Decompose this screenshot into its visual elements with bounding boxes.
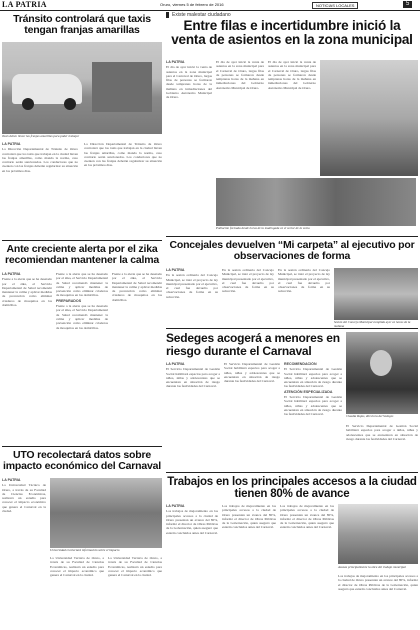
zika-body-col1 <box>2 272 52 442</box>
uto-text-cont2: La Universidad Técnica de Oruro, a través de su Facultad de Ciencias Económicas, realizará un estudio para conocer el impacto económico que genera el Carnaval en la ciudad. <box>108 556 162 578</box>
uto-body-col1 <box>2 478 46 628</box>
taxi-photo <box>2 42 162 134</box>
zika-headline: Ante creciente alerta por el zika recomiendan mantener la calma <box>4 243 160 267</box>
sedeges-text-cont3: El Servicio Departamental de Gestión Social habilitará espacios para acoger a niños, niñas y adolescentes que se encuentren en situación de riesgo durante las festividades del Carnaval. <box>284 395 342 417</box>
trabajos-tag: LA PATRIA <box>166 504 185 508</box>
taxi-body-col1 <box>2 142 78 234</box>
uto-photo <box>50 478 162 548</box>
concejales-caption: Sesión del Concejo Municipal cumplida ayer en horas de la mañana <box>334 320 411 328</box>
ventas-photo-crowd <box>320 60 418 176</box>
sedeges-text-cont4: El Servicio Departamental de Gestión Social habilitará espacios para acoger a niños, niñas y adolescentes que se encuentren en situación de riesgo durante las festividades del Carnaval. <box>346 424 418 441</box>
sedeges-text: El Servicio Departamental de Gestión Social habilitará espacios para acoger a niños, niñas y adolescentes que se encuentren en situación de riesgo durante las festividades del Carnaval. <box>166 367 220 389</box>
zika-body-col2 <box>56 272 108 442</box>
ventas-caption: Población formada desde horas de la madrugada en el sector de la venta <box>216 226 310 230</box>
trabajos-text-cont2: Los trabajos de mejoramiento en los principales accesos a la ciudad de Oruro presentan un avance del 80%, informó el director de Obras Públicas de la Gobernación, quien aseguró que estarán concluidos antes del Carnaval. <box>280 504 334 530</box>
trabajos-text: Los trabajos de mejoramiento en los principales accesos a la ciudad de Oruro presentan un avance del 80%, informó el director de Obras Públicas de la Gobernación, quien aseguró que estarán concluidos antes del Carnaval. <box>166 509 218 535</box>
concejales-body-col1 <box>166 268 218 318</box>
concejales-text-cont2: En la sesión ordinaria del Concejo Municipal, se trató el proyecto de ley municipal presentado por el ejecutivo, el cual fue devuelto por observaciones de forma en su redacción. <box>278 268 330 294</box>
sedeges-subhead-2: ATENCIÓN ESPECIALIZADA <box>284 389 333 394</box>
trabajos-text-cont: Los trabajos de mejoramiento en los principales accesos a la ciudad de Oruro presentan un avance del 80%, informó el director de Obras Públicas de la Gobernación, quien aseguró que estarán concluidos antes del Carnaval. <box>222 504 276 530</box>
zika-text-cont2: Frente a la alerta que se ha desatado por el zika, el Servicio Departamental de Salud recomendó mantener la calma y aplicar medidas de prevención como eliminar criaderos de mosquitos en los domicilios. <box>56 304 108 330</box>
ventas-body-col1 <box>166 60 212 235</box>
ventas-body-col3 <box>268 60 316 175</box>
car-wheel <box>22 98 34 110</box>
trabajos-caption: Avanza principalmente la obra del trabajo municipal <box>338 565 406 569</box>
trabajos-headline: Trabajos en los principales accesos a la ciudad tienen 80% de avance <box>167 476 417 501</box>
trabajos-body-col4 <box>338 574 418 628</box>
sedeges-body-col3 <box>284 362 342 470</box>
taxi-body-col2 <box>84 142 162 234</box>
taxi-text: La Dirección Departamental de Tránsito de Oruro controlará que los taxis que trabajan en la ciudad lleven las franjas amarillas, como manda la norma, caso contrario serán sancionados. Los conductores que no cuenten con las franjas deberán regularizar su situación en los próximos días. <box>2 147 78 173</box>
zika-text: Frente a la alerta que se ha desatado por el zika, el Servicio Departamental de Salud recomendó mantener la calma y aplicar medidas de prevención como eliminar criaderos de mosquitos en los domicilios. <box>2 277 52 308</box>
zika-subhead: PREPARADOS <box>56 298 82 303</box>
concejales-text-cont: En la sesión ordinaria del Concejo Municipal, se trató el proyecto de ley municipal presentado por el ejecutivo, el cual fue devuelto por observaciones de forma en su redacción. <box>222 268 274 294</box>
uto-tag: LA PATRIA <box>2 478 21 482</box>
divider <box>2 240 162 241</box>
zika-tag: LA PATRIA <box>2 272 21 276</box>
sedeges-body-col4 <box>346 424 418 470</box>
taxi-text-cont: La Dirección Departamental de Tránsito de Oruro controlará que los taxis que trabajan en la ciudad lleven las franjas amarillas, como manda la norma, caso contrario serán sancionados. Los conductores que no cuenten con las franjas deberán regularizar su situación en los próximos días. <box>84 142 162 168</box>
trabajos-text-cont3: Los trabajos de mejoramiento en los principales accesos a la ciudad de Oruro presentan un avance del 80%, informó el director de Obras Públicas de la Gobernación, quien aseguró que estarán concluidos antes del Carnaval. <box>338 574 418 591</box>
taxi-headline: Tránsito controlará que taxis tengan franjas amarillas <box>13 13 151 37</box>
zika-text-cont3: Frente a la alerta que se ha desatado por el zika, el Servicio Departamental de Salud recomendó mantener la calma y aplicar medidas de prevención como eliminar criaderos de mosquitos en los domicilios. <box>112 272 162 302</box>
issue-date: Oruro, viernes 5 de febrero de 2016 <box>160 2 224 7</box>
background-building <box>92 62 152 112</box>
uto-body-col3 <box>108 556 162 628</box>
ventas-body-col2 <box>216 60 264 175</box>
ventas-tag: LA PATRIA <box>166 60 185 64</box>
ventas-text-cont: El día de ayer inició la venta de asientos en la zona municipal para el Carnaval de Oruro, largas filas de personas se formaron desde tempranas horas de la mañana en inmediaciones del Gobierno Autónomo Municipal de Oruro. <box>216 60 264 90</box>
divider <box>166 236 418 237</box>
taxi-tag: LA PATRIA <box>2 142 21 146</box>
concejales-body-col2 <box>222 268 274 318</box>
concejales-photo <box>334 268 418 320</box>
concejales-headline: Concejales devuelven “Mi carpeta” al ejecutivo por observaciones de forma <box>169 239 415 263</box>
ventas-photo-queue <box>216 178 416 226</box>
sedeges-caption: Claudia Rojas, directora del Sedeges <box>346 414 394 418</box>
sedeges-text-cont: El Servicio Departamental de Gestión Social habilitará espacios para acoger a niños, niñas y adolescentes que se encuentren en situación de riesgo durante las festividades del Carnaval. <box>224 362 280 384</box>
taxi-caption: Taxis deben llevar las franjas amarillas para poder trabajar <box>2 134 80 138</box>
sedeges-body-col1 <box>166 362 220 470</box>
sedeges-tag: LA PATRIA <box>166 362 185 366</box>
ventas-text: El día de ayer inició la venta de asientos en la zona municipal para el Carnaval de Oruro, largas filas de personas se formaron desde tempranas horas de la mañana en inmediaciones del Gobierno Autónomo Municipal de Oruro. <box>166 65 212 100</box>
trabajos-body-col3 <box>280 504 334 628</box>
ventas-headline: Entre filas e incertidumbre inició la venta de asientos en la zona municipal <box>171 18 413 48</box>
zika-text-cont: Frente a la alerta que se ha desatado por el zika, el Servicio Departamental de Salud recomendó mantener la calma y aplicar medidas de prevención como eliminar criaderos de mosquitos en los domicilios. <box>56 272 108 298</box>
concejales-text: En la sesión ordinaria del Concejo Municipal, se trató el proyecto de ley municipal presentado por el ejecutivo, el cual fue devuelto por observaciones de forma en su redacción. <box>166 273 218 299</box>
divider <box>166 328 418 329</box>
uto-headline: UTO recolectará datos sobre impacto económico del Carnaval <box>3 449 161 473</box>
trabajos-body-col1 <box>166 504 218 628</box>
sedeges-text-cont2: El Servicio Departamental de Gestión Social habilitará espacios para acoger a niños, niñas y adolescentes que se encuentren en situación de riesgo durante las festividades del Carnaval. <box>284 367 342 389</box>
concejales-body-col3 <box>278 268 330 318</box>
newspaper-logo: LA PATRIA <box>2 0 47 9</box>
uto-caption: Universidad recolectará información sobre el impacto <box>50 548 120 552</box>
car-wheel <box>64 98 76 110</box>
sedeges-photo <box>346 332 418 414</box>
concejales-tag: LA PATRIA <box>166 268 185 272</box>
portrait-head <box>370 350 392 376</box>
zika-body-col3 <box>112 272 162 442</box>
trabajos-body-col2 <box>222 504 276 628</box>
uto-text-cont: La Universidad Técnica de Oruro, a través de su Facultad de Ciencias Económicas, realizará un estudio para conocer el impacto económico que genera el Carnaval en la ciudad. <box>50 556 104 578</box>
sedeges-subhead-1: RECOMENDACIÓN <box>284 362 317 366</box>
divider <box>2 446 162 447</box>
ventas-text-cont2: El día de ayer inició la venta de asientos en la zona municipal para el Carnaval de Oruro, largas filas de personas se formaron desde tempranas horas de la mañana en inmediaciones del Gobierno Autónomo Municipal de Oruro. <box>268 60 316 90</box>
trabajos-photo <box>338 504 418 564</box>
sedeges-headline: Sedeges acogerá a menores en riesgo durante el Carnaval <box>166 331 340 358</box>
uto-body-col2 <box>50 556 104 628</box>
page-number: 5 <box>403 1 412 8</box>
uto-text: La Universidad Técnica de Oruro, a través de su Facultad de Ciencias Económicas, realizará un estudio para conocer el impacto económico que genera el Carnaval en la ciudad. <box>2 483 46 514</box>
section-label: NOTICIAS LOCALES <box>312 2 358 9</box>
sedeges-body-col2 <box>224 362 280 470</box>
ventas-kicker: Existe malestar ciudadano <box>166 12 352 18</box>
divider <box>166 472 418 473</box>
